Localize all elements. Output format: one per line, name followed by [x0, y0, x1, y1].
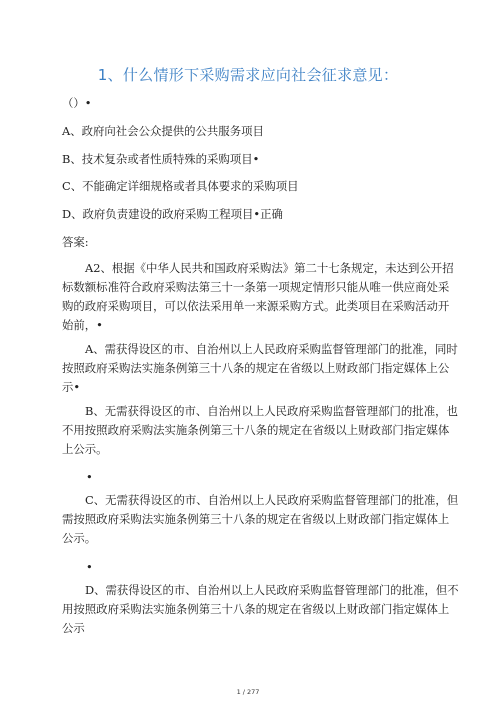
- q1-stem: （）•: [62, 96, 92, 110]
- q1-option-d: D、政府负责建设的政府采购工程项目•正确: [62, 207, 283, 221]
- page-number: 1 / 277: [236, 688, 260, 696]
- q2-stem: [62, 259, 457, 335]
- q2-option-c-line: 公示。: [62, 531, 97, 545]
- q2-option-b: [62, 402, 457, 459]
- q2-option-c: [62, 491, 457, 548]
- q2-bullet-2: •: [86, 560, 93, 574]
- q2-stem-line: A2、根据《中华人民共和国政府采购法》第二十七条规定，未达到公开招: [85, 261, 454, 275]
- q2-option-d: [62, 581, 457, 638]
- q2-stem-line: 购的政府采购项目，可以依法采用单一来源采购方式。此类项目在采购活动开: [62, 299, 450, 313]
- question-title: 1、什么情形下采购需求应向社会征求意见：: [97, 66, 399, 84]
- q2-option-a-line: 示•: [62, 380, 81, 394]
- q2-option-a-line: A、需获得设区的市、自治州以上人民政府采购监督管理部门的批准，同时: [85, 342, 458, 356]
- q1-option-a: A、政府向社会公众提供的公共服务项目: [62, 124, 264, 138]
- q2-option-c-line: 需按照政府采购法实施条例第三十八条的规定在省级以上财政部门指定媒体上: [62, 512, 450, 526]
- q1-option-c: C、不能确定详细规格或者具体要求的采购项目: [62, 179, 299, 193]
- q2-option-a: [62, 340, 457, 397]
- q2-option-d-line: D、需获得设区的市、自治州以上人民政府采购监督管理部门的批准，但不: [85, 583, 459, 597]
- q2-stem-line: 标数额标准符合政府采购法第三十一条第一项规定情形只能从唯一供应商处采: [62, 280, 450, 294]
- q2-option-d-line: 公示: [62, 621, 85, 635]
- q1-answer-label: 答案:: [62, 235, 89, 249]
- q2-option-b-line: 上公示。: [62, 442, 108, 456]
- q2-stem-line: 始前，•: [62, 318, 103, 332]
- q2-option-d-line: 用按照政府采购法实施条例第三十八条的规定在省级以上财政部门指定媒体上: [62, 602, 450, 616]
- q2-bullet-1: •: [86, 470, 93, 484]
- q1-option-b: B、技术复杂或者性质特殊的采购项目•: [62, 152, 260, 166]
- q2-option-b-line: B、无需获得设区的市、自治州以上人民政府采购监督管理部门的批准，也: [85, 404, 458, 418]
- q2-option-a-line: 按照政府采购法实施条例第三十八条的规定在省级以上财政部门指定媒体上公: [62, 361, 450, 375]
- q2-option-b-line: 不用按照政府采购法实施条例第三十八条的规定在省级以上财政部门指定媒体: [62, 423, 450, 437]
- q2-option-c-line: C、无需获得设区的市、自治州以上人民政府采购监督管理部门的批准，但: [85, 493, 459, 507]
